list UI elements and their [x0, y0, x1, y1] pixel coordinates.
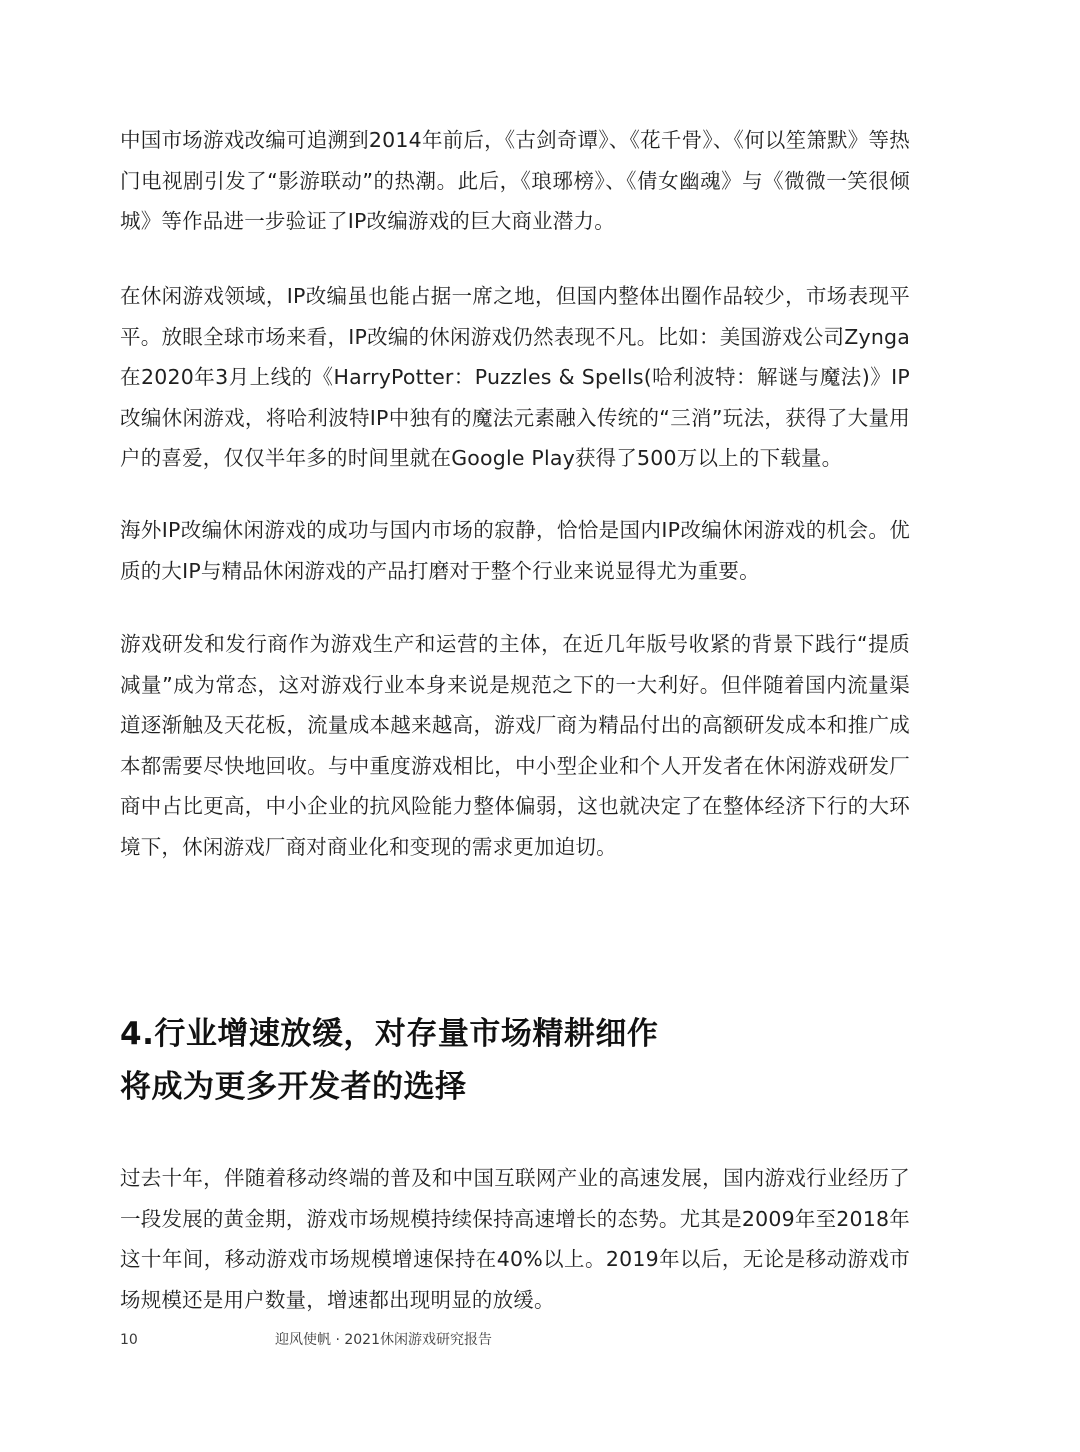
body-paragraph: 游戏研发和发行商作为游戏生产和运营的主体，在近几年版号收紧的背景下践行“提质减量”成为常态，这对游戏行业本身来说是规范之下的一大利好。但伴随着国内流量渠道逐渐触及天花板，流量成本越来越高，游戏厂商为精品付出的高额研发成本和推广成本都需要尽快地回收。与中重度游戏相比，中小型企业和个人开发者在休闲游戏研发厂商中占比更高，中小企业的抗风险能力整体偏弱，这也就决定了在整体经济下行的大环境下，休闲游戏厂商对商业化和变现的需求更加迫切。 [120, 632, 910, 859]
section-heading-line-2: 将成为更多开发者的选择 [120, 1069, 467, 1105]
section-paragraph: 过去十年，伴随着移动终端的普及和中国互联网产业的高速发展，国内游戏行业经历了一段发展的黄金期，游戏市场规模持续保持高速增长的态势。尤其是2009年至2018年这十年间，移动游戏市场规模增速保持在40%以上。2019年以后，无论是移动游戏市场规模还是用户数量，增速都出现明显的放缓。 [120, 1166, 910, 1312]
section-heading-line-1: 4.行业增速放缓，对存量市场精耕细作 [120, 1016, 659, 1052]
section-heading [120, 1008, 940, 1114]
footer-report-title: 迎风使帆 · 2021休闲游戏研究报告 [275, 1332, 492, 1348]
body-paragraph: 海外IP改编休闲游戏的成功与国内市场的寂静，恰恰是国内IP改编休闲游戏的机会。优质的大IP与精品休闲游戏的产品打磨对于整个行业来说显得尤为重要。 [120, 518, 910, 583]
page-number: 10 [120, 1332, 138, 1348]
body-paragraph: 在休闲游戏领域，IP改编虽也能占据一席之地，但国内整体出圈作品较少，市场表现平平。放眼全球市场来看，IP改编的休闲游戏仍然表现不凡。比如：美国游戏公司Zynga在2020年3月上线的《HarryPotter：Puzzles & Spells(哈利波特：解谜与魔法)》IP改编休闲游戏，将哈利波特IP中独有的魔法元素融入传统的“三消”玩法，获得了大量用户的喜爱，仅仅半年多的时间里就在Google Play获得了500万以上的下载量。 [120, 284, 910, 470]
body-paragraph: 中国市场游戏改编可追溯到2014年前后，《古剑奇谭》、《花千骨》、《何以笙箫默》等热门电视剧引发了“影游联动”的热潮。此后，《琅琊榜》、《倩女幽魂》与《微微一笑很倾城》等作品进一步验证了IP改编游戏的巨大商业潜力。 [120, 128, 910, 233]
